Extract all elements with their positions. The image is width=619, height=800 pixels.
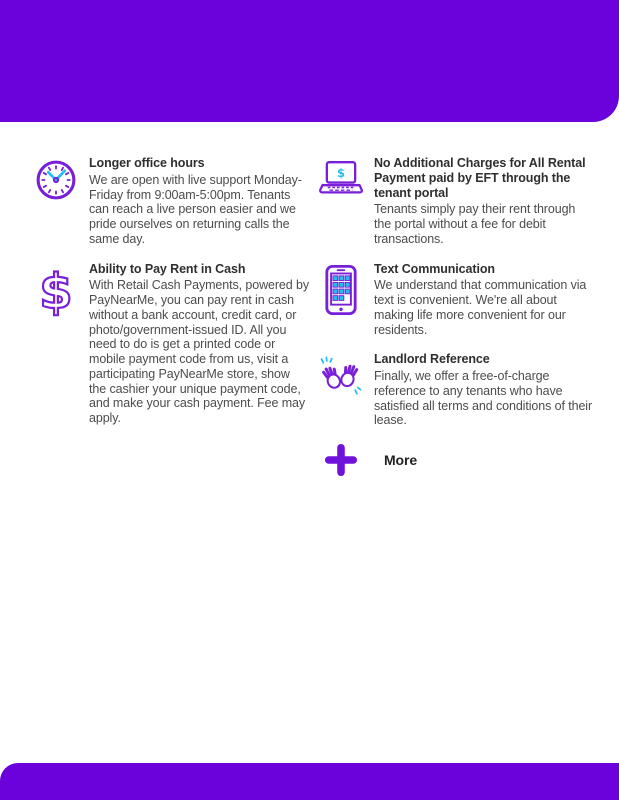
- feature-body: With Retail Cash Payments, powered by PayNearMe, you can pay rent in cash without a bank account, credit card, or photo/government-issued ID. All you need to do is get a printed code or mobile payment code from us, visit a participating PayNearMe store, show the cashier your unique payment code, and make your cash payment. Fee may apply.: [89, 278, 310, 425]
- feature-text-communication: [318, 262, 595, 338]
- laptop-dollar-icon: [318, 156, 364, 247]
- features-column-left: [33, 156, 310, 477]
- feature-no-additional-charges: [318, 156, 595, 247]
- svg-text:$: $: [39, 263, 73, 320]
- smartphone-keypad-icon: [318, 262, 364, 338]
- features-column-right: [318, 156, 595, 477]
- feature-landlord-reference: [318, 352, 595, 428]
- feature-title: Text Communication: [374, 261, 495, 276]
- feature-body: Tenants simply pay their rent through the portal without a fee for debit transactions.: [374, 202, 576, 246]
- plus-icon: [318, 443, 364, 477]
- feature-title: No Additional Charges for All Rental Payment paid by EFT through the tenant portal: [374, 156, 586, 200]
- feature-pay-rent-in-cash: [33, 262, 310, 426]
- more-label: More: [384, 452, 418, 468]
- clapping-hands-icon: [318, 352, 364, 428]
- feature-title: Longer office hours: [89, 156, 205, 170]
- top-banner: [0, 0, 619, 122]
- feature-body: Finally, we offer a free-of-charge reference to any tenants who have satisfied all terms and conditions of their lease.: [374, 369, 593, 428]
- clock-icon: [33, 156, 79, 247]
- more-button[interactable]: [318, 443, 595, 477]
- feature-longer-office-hours: [33, 156, 310, 247]
- bottom-banner: [0, 763, 619, 800]
- features-section: [33, 156, 595, 477]
- feature-body: We understand that communication via text is convenient. We're all about making life more convenient for our residents.: [374, 278, 587, 337]
- feature-title: Ability to Pay Rent in Cash: [89, 261, 246, 276]
- svg-text:$: $: [336, 165, 346, 180]
- feature-title: Landlord Reference: [374, 352, 490, 367]
- dollar-icon: [33, 262, 79, 426]
- feature-body: We are open with live support Monday-Friday from 9:00am-5:00pm. Tenants can reach a live person easier and we pride ourselves on returning calls the same day.: [89, 172, 302, 246]
